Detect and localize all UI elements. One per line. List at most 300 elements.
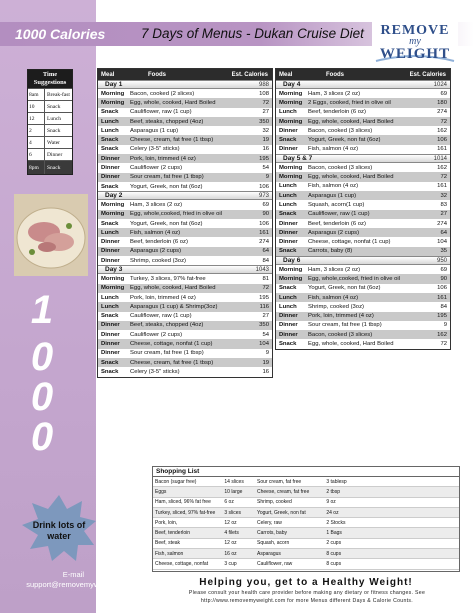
meal-time: Snack [101, 146, 119, 153]
website-note: http://www.removemyweight.com for more Menus different Days & Calorie Counts. [200, 598, 414, 604]
meat-plate-icon [14, 194, 88, 276]
calorie-value: 162 [437, 164, 447, 171]
meal-time: Snack [101, 220, 119, 227]
calorie-value: 162 [437, 127, 447, 134]
time-row [28, 88, 72, 100]
food-item: Egg, whole, cooked, Hard Boiled [130, 99, 216, 106]
table-header [276, 69, 450, 80]
shopping-item-qty: 1 Bags [326, 530, 342, 537]
shopping-item [153, 518, 255, 528]
big-digit-4: 0 [30, 415, 54, 459]
logo [372, 21, 458, 67]
table-row [276, 117, 450, 126]
table-row [276, 330, 450, 339]
shopping-item [153, 549, 255, 559]
food-item: Bacon, cooked (3 slices) [308, 127, 373, 134]
shopping-item [357, 559, 459, 569]
support-email-link[interactable]: support@removemyweight.com [26, 580, 132, 589]
shopping-item-name: Bacon (sugar free) [155, 478, 197, 485]
logo-text-my: my [409, 36, 421, 47]
calorie-value: 64 [262, 248, 269, 255]
table-row [98, 98, 272, 107]
calorie-value: 27 [262, 313, 269, 320]
time-value: 12 [28, 113, 45, 124]
table-row [276, 135, 450, 144]
table-row [98, 219, 272, 228]
header-calories: Est. Calories [231, 71, 268, 78]
day-header [98, 80, 272, 89]
header-meal: Meal [279, 71, 293, 78]
table-row [98, 339, 272, 348]
meal-time: Lunch [101, 294, 119, 301]
meal-time: Lunch [279, 192, 297, 199]
table-row [98, 349, 272, 358]
meal-time: Morning [279, 118, 303, 125]
food-item: Asparagus (2 cups) [130, 248, 182, 255]
time-meal: Break-fast [47, 91, 70, 98]
time-meal: Dinner [47, 151, 63, 158]
food-item: Ham, 3 slices (2 oz) [130, 201, 183, 208]
water-reminder: Drink lots of water [32, 520, 86, 541]
shopping-column [153, 477, 255, 570]
table-row [98, 182, 272, 191]
food-item: Fish, salmon (4 oz) [308, 183, 359, 190]
table-row [98, 173, 272, 182]
calorie-value: 72 [440, 174, 447, 181]
food-item: Fish, salmon (4 oz) [308, 294, 359, 301]
day-header [276, 256, 450, 265]
logo-text-remove: REMOVE [380, 23, 450, 38]
table-row [98, 108, 272, 117]
food-item: Beef, steaks, chopped (4oz) [130, 118, 204, 125]
food-item: Egg, whole, cooked, Hard Boiled [308, 341, 394, 348]
food-item: Cauliflower (2 cups) [130, 165, 183, 172]
time-meal: Water [47, 139, 60, 146]
shopping-item-qty: 8 cups [326, 561, 342, 568]
calorie-value: 69 [440, 266, 447, 273]
shopping-item [153, 487, 255, 497]
calorie-value: 195 [259, 294, 269, 301]
shopping-item-qty: 4 filets [224, 530, 239, 537]
shopping-item-qty: 12 oz [224, 540, 237, 547]
shopping-item-name: Pork, loin, [155, 519, 178, 526]
food-item: Sour cream, fat free (1 tbsp) [308, 322, 382, 329]
calorie-value: 161 [437, 183, 447, 190]
shopping-item-name: Shrimp, cooked [256, 499, 292, 506]
food-item: Yogurt, Greek, non fat (6oz) [308, 137, 381, 144]
meal-time: Lunch [101, 229, 119, 236]
time-row [28, 160, 72, 174]
meal-time: Snack [279, 248, 297, 255]
shopping-item-qty: 3 slices [224, 509, 242, 516]
shopping-item [153, 539, 255, 549]
shopping-item [357, 518, 459, 528]
shopping-item [153, 477, 255, 487]
food-item: Cauliflower, raw (1 cup) [130, 109, 192, 116]
meal-time: Lunch [101, 118, 119, 125]
food-item: Egg, whole,cooked, fried in olive oil [130, 211, 223, 218]
meal-time: Dinner [101, 165, 120, 172]
table-row [276, 89, 450, 98]
shopping-item-name: Beef, tenderloin [155, 530, 191, 537]
time-value: 8am [28, 89, 45, 100]
day-total: 1014 [433, 155, 447, 162]
food-item: Pork, loin, trimmed (4 oz) [130, 294, 196, 301]
table-row [98, 228, 272, 237]
calorie-value: 104 [259, 341, 269, 348]
food-item: Beef, tenderloin (6 oz) [308, 109, 366, 116]
table-row [276, 339, 450, 348]
food-item: Egg, whole,cooked, fried in olive oil [308, 275, 401, 282]
food-item: Beef, tenderloin (6 oz) [308, 220, 366, 227]
food-item: Beef, steaks, chopped (4oz) [130, 322, 204, 329]
shopping-item-name: Cauliflower, raw [256, 561, 293, 568]
meal-time: Dinner [279, 322, 298, 329]
meal-time: Dinner [279, 220, 298, 227]
food-item: Egg, whole, cooked, Hard Boiled [130, 285, 216, 292]
meal-time: Snack [101, 368, 119, 375]
day-total: 973 [258, 192, 269, 199]
calorie-value: 106 [259, 183, 269, 190]
shopping-item [255, 487, 357, 497]
shopping-item [357, 508, 459, 518]
meal-time: Lunch [279, 109, 297, 116]
shopping-item [255, 508, 357, 518]
time-row [28, 112, 72, 124]
food-item: Ham, 3 slices (2 oz) [308, 90, 361, 97]
food-item: Bacon, cooked (2 slices) [130, 90, 195, 97]
meal-time: Dinner [279, 127, 298, 134]
meal-time: Morning [279, 275, 303, 282]
meal-time: Morning [101, 90, 125, 97]
meal-time: Dinner [279, 146, 298, 153]
table-row [276, 302, 450, 311]
calorie-value: 9 [443, 322, 447, 329]
time-meal: Snack [47, 164, 61, 171]
day-total: 1024 [433, 81, 447, 88]
food-plate-image [14, 194, 88, 276]
shopping-item-qty: 2 Stocks [326, 519, 346, 526]
table-row [98, 145, 272, 154]
meal-time: Snack [279, 137, 297, 144]
shopping-item-qty: 2 tbsp [326, 488, 340, 495]
table-row [98, 237, 272, 246]
food-item: Cheese, cottage, nonfat (1 cup) [130, 341, 213, 348]
time-row [28, 136, 72, 148]
food-item: Cauliflower, raw (1 cup) [308, 211, 370, 218]
meal-time: Dinner [101, 239, 120, 246]
meal-time: Morning [101, 211, 125, 218]
meal-time: Morning [279, 164, 303, 171]
shopping-item [357, 477, 459, 487]
shopping-item [153, 559, 255, 569]
table-row [98, 135, 272, 144]
meal-time: Dinner [101, 155, 120, 162]
shopping-column [255, 477, 357, 570]
meal-time: Morning [101, 99, 125, 106]
tagline: Helping you, get to a Healthy Weight! [199, 577, 413, 588]
meal-time: Dinner [101, 341, 120, 348]
shopping-item-qty: 9 oz [326, 499, 336, 506]
food-item: Shrimp, cooked (3oz) [130, 257, 186, 264]
table-row [98, 293, 272, 302]
table-row [98, 330, 272, 339]
shopping-item-name: Celery, raw [256, 519, 282, 526]
logo-text-weight: WEIGHT [379, 46, 451, 62]
time-value: 10 [28, 101, 45, 112]
time-value: 2 [28, 125, 45, 136]
header-foods: Foods [326, 71, 344, 78]
shopping-item-qty: 3 cup [224, 561, 237, 568]
table-row [98, 367, 272, 376]
food-item: Squash, acorn(1 cup) [308, 201, 365, 208]
shopping-item-qty: 2 cups [326, 540, 342, 547]
header-meal: Meal [101, 71, 115, 78]
calorie-value: 274 [437, 220, 447, 227]
meal-time: Morning [101, 275, 125, 282]
shopping-list-title: Shopping List [153, 467, 459, 477]
header-foods: Foods [148, 71, 166, 78]
shopping-item [357, 539, 459, 549]
day-total: 950 [436, 257, 447, 264]
meal-time: Dinner [101, 174, 120, 181]
table-row [276, 182, 450, 191]
day-total: 988 [258, 81, 269, 88]
table-row [276, 145, 450, 154]
calorie-value: 32 [440, 192, 447, 199]
food-item: Celery (3-5" sticks) [130, 146, 180, 153]
food-item: Fish, salmon (4 oz) [130, 229, 181, 236]
meal-time: Snack [101, 137, 119, 144]
food-item: Egg, whole, cooked, Hard Boiled [308, 174, 394, 181]
day-header [98, 265, 272, 274]
table-row [98, 163, 272, 172]
shopping-item [255, 559, 357, 569]
calorie-value: 274 [437, 109, 447, 116]
shopping-item-name: Turkey, sliced, 97% fat-free [155, 509, 216, 516]
calorie-value: 161 [437, 294, 447, 301]
meal-time: Morning [279, 99, 303, 106]
calorie-value: 72 [440, 341, 447, 348]
table-row [98, 200, 272, 209]
header-calories: Est. Calories [409, 71, 446, 78]
shopping-item [153, 508, 255, 518]
meal-time: Lunch [279, 294, 297, 301]
food-item: Ham, 3 slices (2 oz) [308, 266, 361, 273]
email-label: E-mail [62, 570, 84, 579]
food-item: Cheese, cottage, nonfat (1 cup) [308, 239, 391, 246]
calorie-value: 350 [259, 118, 269, 125]
food-item: Asparagus (1 cup) [130, 127, 179, 134]
table-row [276, 312, 450, 321]
shopping-item-qty: 10 large [224, 488, 243, 495]
table-row [276, 98, 450, 107]
food-item: Cauliflower (2 cups) [130, 331, 183, 338]
big-digit-3: 0 [30, 375, 54, 419]
table-row [98, 117, 272, 126]
big-digit-2: 0 [30, 335, 54, 379]
food-item: Cheese, cream, fat free (1 tbsp) [130, 137, 214, 144]
meal-time: Dinner [279, 331, 298, 338]
day-name: Day 1 [105, 81, 123, 88]
calorie-value: 19 [262, 137, 269, 144]
table-row [98, 256, 272, 265]
table-row [276, 210, 450, 219]
time-suggestions-table [27, 69, 73, 175]
calorie-value: 162 [437, 331, 447, 338]
table-row [276, 274, 450, 283]
shopping-item-qty: 14 slices [224, 478, 244, 485]
meal-time: Snack [101, 313, 119, 320]
table-row [98, 154, 272, 163]
calories-title: 1000 Calories [15, 26, 106, 42]
food-item: Egg, whole, cooked, Hard Boiled [308, 118, 394, 125]
shopping-item-name: Sour cream, fat free [256, 478, 302, 485]
calorie-value: 108 [259, 90, 269, 97]
meal-time: Dinner [279, 239, 298, 246]
table-row [276, 163, 450, 172]
meal-time: Lunch [101, 303, 119, 310]
meal-time: Morning [101, 285, 125, 292]
table-row [98, 284, 272, 293]
calorie-value: 54 [262, 165, 269, 172]
calorie-value: 106 [437, 285, 447, 292]
shopping-item [357, 487, 459, 497]
meal-time: Dinner [101, 248, 120, 255]
disclaimer: Please consult your health care provider before making any dietary or fitness changes. See [188, 590, 426, 596]
food-item: Fish, salmon (4 oz) [308, 146, 359, 153]
shopping-item-name: Beef, steak [155, 540, 181, 547]
shopping-item [357, 498, 459, 508]
food-item: Shrimp, cooked (3oz) [308, 303, 364, 310]
shopping-item [255, 528, 357, 538]
calorie-value: 54 [262, 331, 269, 338]
big-digit-1: 1 [30, 288, 54, 332]
table-row [98, 312, 272, 321]
meal-time: Lunch [279, 201, 297, 208]
meal-time: Lunch [279, 183, 297, 190]
day-name: Day 5 & 7 [283, 155, 313, 163]
meal-time: Lunch [279, 303, 297, 310]
shopping-item-name: Eggs [155, 488, 167, 495]
calorie-value: 35 [440, 248, 447, 255]
calorie-value: 195 [437, 313, 447, 320]
time-value: 4 [28, 137, 45, 148]
food-item: 2 Eggs, cooked, fried in olive oil [308, 99, 391, 106]
shopping-item-qty: 6 oz [224, 499, 234, 506]
table-row [98, 126, 272, 135]
table-row [276, 284, 450, 293]
table-row [276, 219, 450, 228]
food-item: Asparagus (1 cup) [308, 192, 357, 199]
food-item: Bacon, cooked (3 slices) [308, 331, 373, 338]
meal-time: Morning [279, 174, 303, 181]
calorie-value: 116 [259, 303, 269, 310]
calorie-value: 104 [437, 239, 447, 246]
food-item: Yogurt, Greek, non fat (6oz) [308, 285, 381, 292]
meal-time: Dinner [279, 313, 298, 320]
calorie-value: 106 [259, 220, 269, 227]
meal-time: Morning [279, 266, 303, 273]
calorie-value: 32 [262, 127, 269, 134]
calorie-value: 90 [262, 211, 269, 218]
calorie-value: 69 [440, 90, 447, 97]
shopping-item [255, 477, 357, 487]
table-row [98, 302, 272, 311]
calorie-value: 180 [437, 99, 447, 106]
food-item: Turkey, 3 slices, 97% fat-free [130, 275, 206, 282]
food-item: Beef, tenderloin (6 oz) [130, 239, 188, 246]
calorie-value: 274 [259, 239, 269, 246]
calorie-value: 84 [440, 303, 447, 310]
shopping-item-name: Carrots, baby [256, 530, 287, 537]
meal-time: Snack [279, 285, 297, 292]
day-header [276, 154, 450, 163]
page-title: 7 Days of Menus - Dukan Cruise Diet [141, 26, 364, 41]
table-row [98, 89, 272, 98]
time-row [28, 124, 72, 136]
calorie-value: 72 [440, 118, 447, 125]
day-total: 1043 [255, 266, 269, 273]
shopping-item-name: Cheese, cream, fat free [256, 488, 310, 495]
table-row [98, 358, 272, 367]
time-meal: Snack [47, 103, 61, 110]
shopping-item-name: Fish, salmon [155, 550, 184, 557]
food-item: Yogurt, Greek, non fat (6oz) [130, 220, 203, 227]
table-row [276, 126, 450, 135]
meal-time: Morning [279, 90, 303, 97]
shopping-item [255, 539, 357, 549]
calorie-value: 27 [262, 109, 269, 116]
shopping-list [152, 466, 460, 572]
table-row [276, 293, 450, 302]
meal-time: Snack [279, 211, 297, 218]
food-item: Cheese, cream, fat free (1 tbsp) [130, 359, 214, 366]
calorie-value: 16 [262, 368, 269, 375]
food-item: Yogurt, Greek, non fat (6oz) [130, 183, 203, 190]
meal-time: Dinner [101, 331, 120, 338]
time-meal: Snack [47, 127, 61, 134]
day-name: Day 6 [283, 257, 301, 265]
time-suggestions-title: Time Suggestions [28, 70, 72, 88]
calorie-value: 16 [262, 146, 269, 153]
food-item: Sour cream, fat free (1 tbsp) [130, 174, 204, 181]
table-row [276, 172, 450, 181]
table-row [98, 321, 272, 330]
shopping-item-name: Cheese, cottage, nonfat [155, 561, 209, 568]
shopping-item [357, 528, 459, 538]
food-item: Carrots, baby (8) [308, 248, 353, 255]
day-header [98, 191, 272, 200]
day-name: Day 4 [283, 81, 301, 88]
menu-table-left [97, 68, 273, 378]
food-item: Sour cream, fat free (1 tbsp) [130, 350, 204, 357]
food-item: Cauliflower, raw (1 cup) [130, 313, 192, 320]
time-value: 6 [28, 149, 45, 160]
shopping-item-qty: 16 oz [224, 550, 237, 557]
food-item: Asparagus (2 cups) [308, 229, 360, 236]
meal-time: Dinner [101, 350, 120, 357]
shopping-column [357, 477, 459, 570]
calorie-value: 9 [265, 174, 269, 181]
shopping-item-name: Asparagus [256, 550, 281, 557]
food-item: Asparagus (1 cup) & Shrimp(3oz) [130, 303, 218, 310]
food-item: Pork, loin, trimmed (4 oz) [308, 313, 374, 320]
meal-time: Snack [101, 183, 119, 190]
table-row [276, 247, 450, 256]
shopping-item-qty: 3 tablesp [326, 478, 347, 485]
time-row [28, 148, 72, 160]
